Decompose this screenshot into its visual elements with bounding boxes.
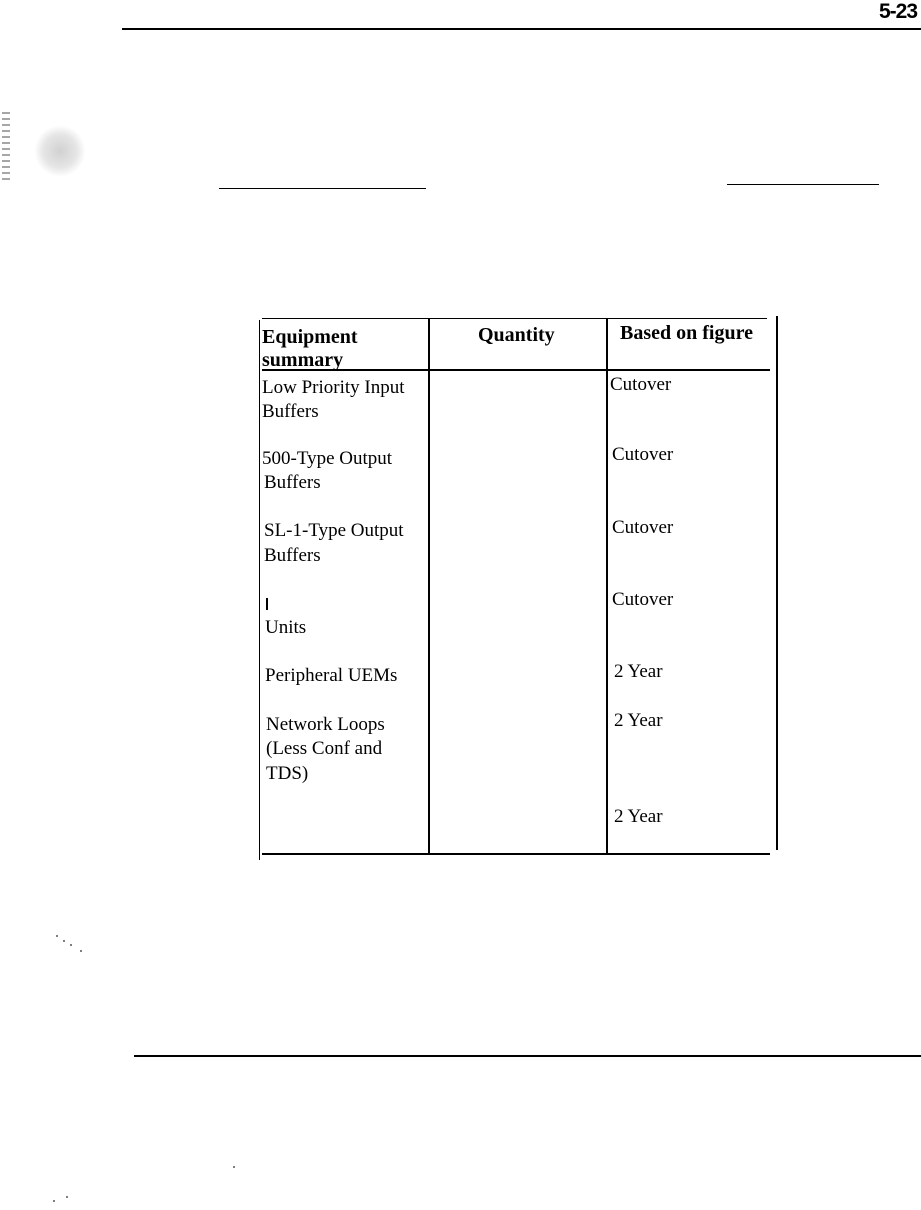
row-based-on: 2 Year: [614, 710, 663, 731]
row-equipment-line: Peripheral UEMs: [265, 665, 398, 686]
table-right-border: [776, 316, 778, 850]
row-equipment-line: Buffers: [264, 472, 321, 493]
row-equipment-line: SL-1-Type Output: [264, 520, 404, 541]
page-number: 5-23: [878, 0, 917, 23]
truncated-mark: [266, 598, 268, 610]
row-equipment-line: Low Priority Input: [262, 377, 405, 398]
row-equipment-line: 500-Type Output: [262, 448, 393, 469]
scan-speck: [56, 935, 58, 937]
header-equipment: Equipment: [262, 326, 358, 348]
row-based-on: 2 Year: [614, 661, 663, 682]
row-based-on: 2 Year: [614, 806, 663, 827]
table-left-border: [259, 320, 260, 860]
row-based-on: Cutover: [610, 374, 672, 395]
row-equipment-line: Units: [265, 617, 307, 638]
scan-speck: [70, 944, 72, 946]
scan-speck: [233, 1166, 235, 1168]
row-based-on: Cutover: [612, 444, 674, 465]
row-equipment-line: (Less Conf and: [266, 738, 383, 759]
row-equipment-line: Buffers: [264, 545, 321, 566]
table-divider-1: [428, 318, 430, 855]
header-based-on: Based on figure: [620, 322, 753, 344]
header-summary: summary: [262, 349, 344, 371]
row-based-on: Cutover: [612, 589, 674, 610]
row-equipment-line: Buffers: [262, 401, 319, 422]
table-bottom-rule: [262, 853, 770, 855]
fill-in-line: [727, 184, 879, 185]
scan-artifact: [34, 125, 86, 177]
header-rule: [122, 28, 921, 30]
scan-speck: [80, 950, 82, 952]
scan-speck: [53, 1200, 55, 1202]
fill-in-line: [219, 188, 426, 189]
table-divider-2: [606, 318, 608, 855]
row-equipment-line: Network Loops: [266, 714, 385, 735]
table-top-rule: [262, 318, 767, 319]
scan-speck: [66, 1196, 68, 1198]
scan-artifact: [2, 112, 10, 182]
header-quantity: Quantity: [478, 324, 555, 346]
scan-speck: [63, 940, 65, 942]
footer-rule: [134, 1055, 921, 1057]
row-equipment-line: TDS): [266, 763, 309, 784]
row-based-on: Cutover: [612, 517, 674, 538]
